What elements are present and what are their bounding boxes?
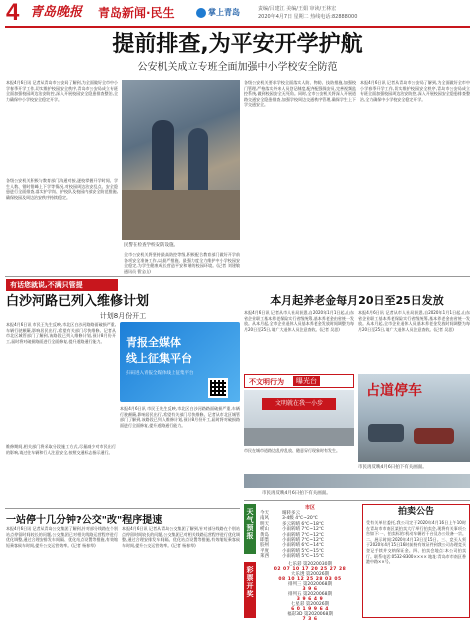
masthead-info-2: 2020年4月7日 星期二 热线电话:82888000: [258, 14, 358, 20]
photo-figure-1: [152, 120, 174, 200]
section-title: [98, 6, 175, 20]
weather-label: [244, 504, 256, 554]
civil-ad-caption: 市民在城市道路边乱停乱放、随意穿行现象时有发生。: [244, 448, 340, 453]
parking-photo-2: [244, 474, 470, 488]
parking-caption-2: 市民再反映4月6日拍下有关画面。: [262, 491, 331, 496]
one-stop-body2: 本报4月6日讯 记者从青岛公交集团了解到,针对部分线路在个别站点停留时间较长的问题,公交集团已对相关线路运营程序进行优化调整,通过合理安排发车间隔、优化站点设置等措施,有效缩短乘客候车时间,提升公交运营效率。(记者 杨春草): [122, 526, 240, 548]
civil-ad-sub: 曝光台: [293, 376, 320, 386]
lottery-item-name: 七星彩 第20026期: [290, 602, 330, 607]
top-subhead: 公安机关成立专班全面加强中小学校安全防范: [137, 62, 338, 73]
newspaper-logo: 青岛晚报: [30, 5, 83, 20]
one-stop-headline: 一站停十几分钟?公交"改"程序提速: [6, 515, 163, 526]
lottery-item-name: 大乐透 第20026期: [290, 572, 330, 577]
top-story-col1: 本报4月6日讯 记者从青岛市公安局了解到,为全面做好全市中小学春季开学工作,切实维护校园安全秩序,青岛市公安局成立专班全面加强校园周边治安防控,深入开展校园安全隐患排查整治,全力确保中小学校安全稳定开学。: [6, 80, 118, 102]
lottery-label-text: 彩票开奖: [246, 566, 254, 598]
section-label: 青岛新闻·民生: [98, 6, 175, 20]
weather-row-value: 小雨转晴 7℃~12℃: [282, 538, 324, 544]
top-story-col3: 全市公安机关将坚持最高防控等级,积极配合教育部门做好开学前各项安全准备工作,以最严措施、最强力度全力维护中小学校园安全稳定,为学生健康成长营造平安和谐的校园环境。(记者 刘建敏 通讯员 曹宝山): [124, 252, 240, 274]
pension-headline: 本月起养老金每月20日至25日发放: [270, 294, 444, 307]
weather-row-label: 即墨: [260, 538, 269, 544]
partner-name: 掌上青岛: [208, 8, 240, 17]
banner-sub: 线上征集平台: [126, 352, 192, 365]
weather-row-label: 平度: [260, 548, 269, 554]
civil-ad-image: [244, 390, 354, 446]
left-subhead: 计划8月份开工: [99, 312, 147, 320]
left-headline: 白沙河路已列入维修计划: [6, 294, 150, 309]
weather-row-label: 今天: [260, 511, 269, 516]
lottery-item-name: 福彩3D 第2020068期: [287, 612, 333, 617]
weather-row-label: 莱西: [260, 554, 269, 560]
auction-body: 受有关单位委托,我公司定于2020年4月16日上午10时在青岛市市南区某拍卖大厅举行拍卖会,现将有关事项公告如下:一、拍卖标的:机动车辆若干台及办公设备一宗。二、展示时间:2020年4月13日至15日。三、竞买人须于2020年4月15日16时前持有效证件到我公司办理竞买登记手续并交纳保证金。四、拍卖会地点:本公司拍卖厅。联系电话:0532-8300×××× 地址:青岛市市南区香港中路××号。: [366, 520, 466, 565]
one-stop-body: 本报4月6日讯 记者从青岛公交集团了解到,针对部分线路在个别站点停留时间较长的问题,公交集团已对相关线路运营程序进行优化调整,通过合理安排发车间隔、优化站点设置等措施,有效缩短乘客候车时间,提升公交运营效率。(记者 杨春草): [6, 526, 118, 548]
lottery-item-name: 排列三 第2020068期: [288, 582, 332, 587]
weather-row-label: 胶州: [260, 543, 269, 549]
weather-row-label: 明天: [260, 521, 269, 527]
civil-ad-title-box: [244, 374, 354, 388]
weather-row-label: 黄岛: [260, 532, 269, 538]
banner-brand: 青报全媒体: [126, 336, 181, 349]
lottery-item-numbers: 02 07 10 17 20 25 27 28: [273, 567, 347, 572]
weather-region: 市区: [304, 505, 315, 511]
weather-row-value: 小雨转晴 5℃~15℃: [282, 554, 324, 560]
divider-left: [5, 508, 240, 509]
masthead-rule: [5, 26, 470, 28]
weather-table: [260, 511, 360, 560]
civil-ad-title: 不文明行为: [249, 378, 284, 386]
left-kicker-text: 有话您就说,不满只管提: [10, 281, 83, 289]
parking-car-1: [368, 424, 404, 442]
civil-ad-sign: [262, 398, 336, 410]
divider-top-story: [5, 276, 470, 277]
top-story-photo: [122, 80, 240, 240]
page-number: 4: [6, 0, 20, 26]
divider-right: [244, 500, 470, 501]
masthead: [0, 0, 475, 28]
qr-banner[interactable]: [120, 322, 240, 402]
weather-row-value: 小雨转晴 7℃~12℃: [282, 527, 324, 533]
weather-row-value: 小雨转晴 5℃~15℃: [282, 548, 324, 554]
auction-box: [362, 504, 470, 618]
lottery-list: [260, 562, 360, 620]
weather-row-label: 南风: [260, 516, 269, 522]
lottery-item-numbers: 08 10 12 25 28 03 05: [278, 577, 342, 582]
top-story-col2: 各级公安机关积极与教育部门沟通对接,逐校掌握开学时间、学生人数、错时错峰上下学等情况,对校园周边治安乱点、安全隐患进行全面排查,落实护学岗、护校队及校园内部安全防范措施,确保校园及周边治安秩序持续稳定。: [6, 178, 118, 200]
parking-caption-1: 市民再反映4月6日拍下有关画面。: [358, 465, 427, 470]
lottery-item-name: 七乐彩 第2020030期: [288, 562, 332, 567]
weather-row: [260, 554, 360, 559]
lottery-item-numbers: 7 3 6: [302, 617, 318, 620]
weather-row-value: 小雨转晴 7℃~12℃: [282, 532, 324, 538]
partner-logo: [196, 6, 240, 19]
weather-row-value: 3-4级 4℃~20℃: [282, 516, 318, 522]
top-headline: 提前排查,为平安开学护航: [112, 32, 363, 57]
weather-label-text: 天气预报: [246, 508, 254, 540]
masthead-info-1: 责编/吕建江 美编/王娟 审读/王林宏: [258, 6, 337, 12]
top-story-col4: 各级公安机关要求学校全面落实人防、物防、技防措施,加强校门管理,严格落实外来人员登记制度,配齐配强保安员,完善视频监控系统,做到校园安全无死角。同时,全市公安机关将深入开展道路交通安全隐患排查,加强学校周边交通秩序管理,确保学生上下学交通安全。: [244, 80, 356, 108]
weather-row-value: 小雨转晴 6℃~14℃: [282, 543, 324, 549]
lottery-item-name: 排列五 第2020068期: [288, 592, 332, 597]
weather-row-label: 崂山: [260, 527, 269, 533]
civil-ad-street: [244, 428, 354, 446]
parking-title: 占道停车: [366, 383, 422, 399]
civil-ad-sign-text: 文明就在我一小步: [274, 400, 323, 407]
top-story-col5: 本报4月6日讯 记者从青岛市公安局了解到,为全面做好全市中小学春季开学工作,切实维护校园安全秩序,青岛市公安局成立专班全面加强校园周边治安防控,深入开展校园安全隐患排查整治,全力确保中小学校安全稳定开学。: [360, 80, 470, 102]
left-story-body3: 本报4月6日讯 市民王先生反映,市北区白沙河路路面破损严重,车辆行驶颠簸,影响居民出行,希望有关部门尽快维修。记者从市北区城管部门了解到,该路段已列入维修计划,预计8月份开工,届时将对破损路面进行全面修复,提升道路通行能力。: [120, 406, 240, 428]
lottery-item-numbers: 6 0 1 9 9 6 4: [291, 607, 329, 612]
photo-caption: 民警在检查学校安防设施。: [124, 243, 178, 248]
left-kicker: [6, 279, 118, 291]
lottery-item-numbers: 3 9 6 4 9: [296, 597, 324, 602]
qr-code-icon[interactable]: [208, 378, 228, 398]
civil-ad: [244, 374, 354, 474]
pension-body-2: 本报4月6日讯 记者从市人社局获悉,自2020年1月1日起,山东省企业职工基本养老保险实行省级统筹,基本养老金由省统一发放。从本月起,全市企业退休人员基本养老金发放时间调整为每月20日至25日,请广大退休人员注意查收。(记者 吴思): [358, 310, 470, 332]
photo-gate: [122, 190, 240, 240]
parking-photo: [358, 374, 470, 462]
left-story-body: 本报4月6日讯 市民王先生反映,市北区白沙河路路面破损严重,车辆行驶颠簸,影响居民出行,希望有关部门尽快维修。记者从市北区城管部门了解到,该路段已列入维修计划,预计8月份开工,届时将对破损路面进行全面修复,提升道路通行能力。: [6, 322, 116, 344]
left-story-body2: 维修期间,相关部门将采取分段施工方式,尽量减少对市民出行的影响,请过往车辆和行人注意安全,按照交通标志指示通行。: [6, 444, 116, 455]
lottery-item-numbers: 3 9 6: [302, 587, 318, 592]
lottery-label: [244, 562, 256, 618]
pension-body-1: 本报4月6日讯 记者从市人社局获悉,自2020年1月1日起,山东省企业职工基本养老保险实行省级统筹,基本养老金由省统一发放。从本月起,全市企业退休人员基本养老金发放时间调整为每月20日至25日,请广大退休人员注意查收。(记者 吴思): [244, 310, 354, 332]
weather-row-value: 晴转多云: [282, 511, 300, 516]
auction-title: 拍卖公告: [397, 507, 434, 517]
partner-icon: [196, 8, 206, 18]
weather-row-value: 多云转晴 6℃~18℃: [282, 521, 324, 527]
banner-note: 扫码进入青报全媒体线上征集平台: [126, 371, 194, 376]
parking-car-2: [414, 428, 454, 444]
